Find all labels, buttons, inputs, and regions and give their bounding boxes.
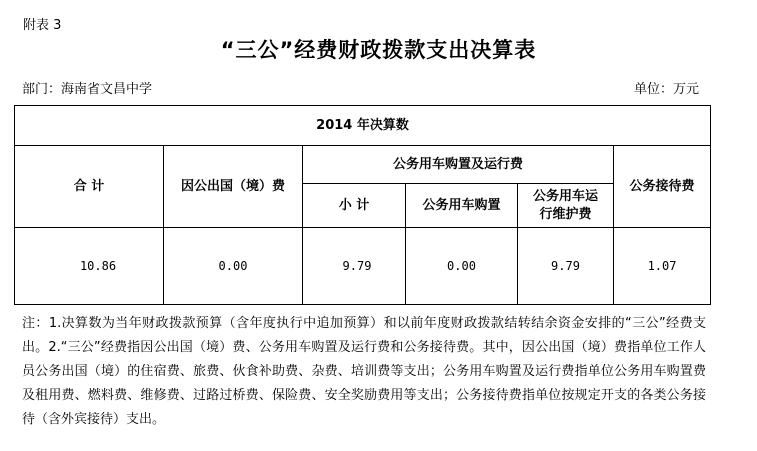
header-abroad: 因公出国（境）费	[164, 146, 303, 228]
three-public-expenses-table	[14, 105, 711, 305]
header-subtotal: 小 计	[303, 184, 406, 228]
value-vehicle-operation: 9.79	[518, 228, 614, 305]
header-vehicle-purchase: 公务用车购置	[406, 184, 518, 228]
unit-label: 单位：万元	[633, 82, 699, 97]
value-vehicle-purchase: 0.00	[406, 228, 518, 305]
header-reception: 公务接待费	[614, 146, 711, 228]
department-label: 部门：海南省文昌中学	[22, 82, 153, 97]
value-abroad: 0.00	[164, 228, 303, 305]
header-vehicle-group: 公务用车购置及运行费	[303, 146, 614, 184]
appendix-label: 附表 3	[23, 18, 62, 33]
page-title: “三公”经费财政拨款支出决算表	[220, 38, 537, 62]
header-total: 合 计	[15, 146, 164, 228]
value-reception: 1.07	[614, 228, 711, 305]
table-footnote: 注：1.决算数为当年财政拨款预算（含年度执行中追加预算）和以前年度财政拨款结转结余资金安排的“三公”经费支出。2.“三公”经费指因公出国（境）费、公务用车购置及运行费和公务接待费。其中，因公出国（境）费指单位工作人员公务出国（境）的住宿费、旅费、伙食补助费、杂费、培训费等支出；公务用车购置及运行费指单位公务用车购置费及租用费、燃料费、维修费、过路过桥费、保险费、安全奖励费用等支出；公务接待费指单位按规定开支的各类公务接待（含外宾接待）支出。	[22, 316, 706, 427]
year-header: 2014 年决算数	[15, 106, 711, 146]
value-total: 10.86	[15, 228, 164, 305]
value-subtotal: 9.79	[303, 228, 406, 305]
header-vehicle-operation: 公务用车运行维护费	[518, 184, 614, 228]
